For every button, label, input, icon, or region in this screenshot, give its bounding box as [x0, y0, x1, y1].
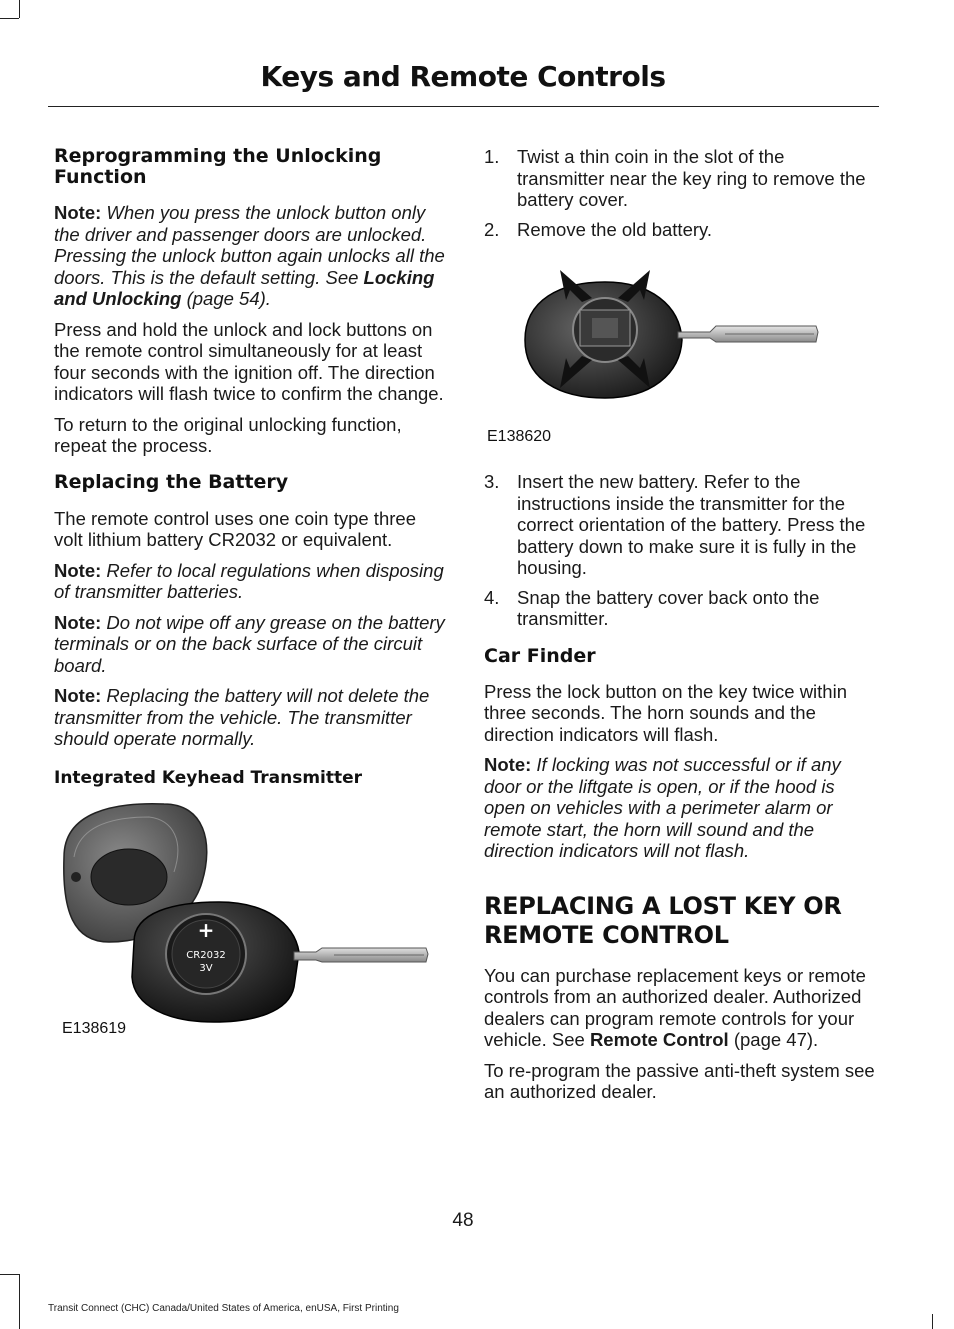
step-text: Twist a thin coin in the slot of the transmitter near the key ring to remove the battery cover. — [517, 146, 866, 210]
note-label: Note: — [54, 559, 102, 581]
left-column — [54, 146, 446, 1052]
paragraph-passive-anti-theft: To re-program the passive anti-theft system see an authorized dealer. — [484, 1059, 875, 1102]
paragraph-press-hold: Press and hold the unlock and lock buttons on the remote control simultaneously for at least four seconds with the ignition off. The direction indicators will flash twice to confirm the change. — [54, 318, 444, 404]
note-label: Note: — [54, 611, 102, 633]
right-column — [484, 146, 876, 1112]
steps-list-a — [484, 146, 876, 240]
cover-button-shape — [91, 849, 167, 905]
figure-caption: E138619 — [62, 1019, 127, 1037]
page-number: 48 — [452, 1210, 474, 1231]
battery-removal-illustration — [520, 270, 860, 430]
page-ref: (page 47). — [728, 1029, 819, 1050]
list-item — [484, 471, 876, 579]
footer-text: Transit Connect (CHC) Canada/United States of America, enUSA, First Printing — [48, 1303, 399, 1314]
list-item — [484, 587, 876, 630]
section-heading-battery: Replacing the Battery — [54, 470, 289, 493]
note-text: Do not wipe off any grease on the battery terminals or on the back surface of the circuit board. — [54, 611, 445, 676]
note-text: When you press the unlock button only the driver and passenger doors are unlocked. Pressing the unlock button again unlocks all the doors. This is the default setting. See — [54, 202, 445, 288]
paragraph-replacement-keys — [484, 965, 876, 1051]
keyhead-transmitter-illustration — [54, 802, 434, 1032]
title-divider — [48, 106, 879, 107]
note-text: Replacing the battery will not delete the transmitter from the vehicle. The transmitter should operate normally. — [54, 685, 430, 749]
battery-voltage-label: 3V — [199, 962, 213, 974]
note-disposal — [54, 560, 446, 603]
section-heading-reprogramming: Reprogramming the Unlocking Function — [54, 145, 382, 188]
paragraph-text: You can purchase replacement keys or remote controls from an authorized dealer. Authorized dealers can program remote controls for your vehicle. See — [484, 964, 866, 1050]
xref-remote-control[interactable]: Remote Control — [589, 1029, 729, 1050]
battery-plus-label: + — [197, 917, 215, 942]
step-number: 3. — [484, 471, 500, 492]
note-car-finder — [484, 754, 876, 862]
note-unlock-default — [54, 202, 446, 310]
section-heading-lost-key: REPLACING A LOST KEY OR REMOTE CONTROL — [484, 891, 842, 949]
list-item — [484, 146, 876, 211]
step-text: Insert the new battery. Refer to the instructions inside the transmitter for the correct orientation of the battery. Press the battery down to make sure it is fully in the housing. — [517, 471, 866, 578]
paragraph-car-finder: Press the lock button on the key twice within three seconds. The horn sounds and the direction indicators will flash. — [484, 680, 847, 745]
steps-list-b — [484, 471, 876, 630]
page-title: Keys and Remote Controls — [260, 60, 666, 93]
crop-mark — [932, 1314, 933, 1329]
step-number: 2. — [484, 218, 500, 240]
battery-model-label: CR2032 — [186, 949, 226, 961]
note-transmitter — [54, 685, 446, 750]
note-page-ref: (page 54). — [181, 288, 271, 309]
note-label: Note: — [54, 202, 102, 223]
paragraph-battery-type: The remote control uses one coin type three volt lithium battery CR2032 or equivalent. — [54, 507, 416, 550]
step-text: Remove the old battery. — [517, 218, 713, 240]
note-text: Refer to local regulations when disposing of transmitter batteries. — [54, 559, 444, 602]
note-text: If locking was not successful or if any door or the liftgate is open, or if the hood is open on vehicles with a perimeter alarm or remote start, the horn will sound and the direction indicators will not flash. — [484, 754, 841, 861]
step-number: 1. — [484, 146, 500, 167]
subheading-integrated-keyhead: Integrated Keyhead Transmitter — [54, 767, 363, 788]
paragraph-return-original: To return to the original unlocking function, repeat the process. — [54, 413, 402, 456]
step-number: 4. — [484, 586, 500, 608]
crop-mark — [0, 1274, 19, 1275]
section-heading-car-finder: Car Finder — [484, 644, 596, 667]
list-item — [484, 219, 876, 241]
crop-mark — [19, 1274, 20, 1329]
note-label: Note: — [54, 685, 102, 706]
note-label: Note: — [484, 754, 532, 775]
crop-mark — [19, 0, 20, 18]
crop-mark — [0, 18, 19, 19]
step-text: Snap the battery cover back onto the transmitter. — [517, 586, 820, 629]
note-grease — [54, 612, 446, 677]
figure-caption: E138620 — [487, 428, 552, 445]
figure-keyhead-transmitter — [54, 802, 446, 1052]
xref-locking-unlocking[interactable]: Locking and Unlocking — [54, 266, 435, 309]
figure-battery-removal — [484, 260, 876, 460]
